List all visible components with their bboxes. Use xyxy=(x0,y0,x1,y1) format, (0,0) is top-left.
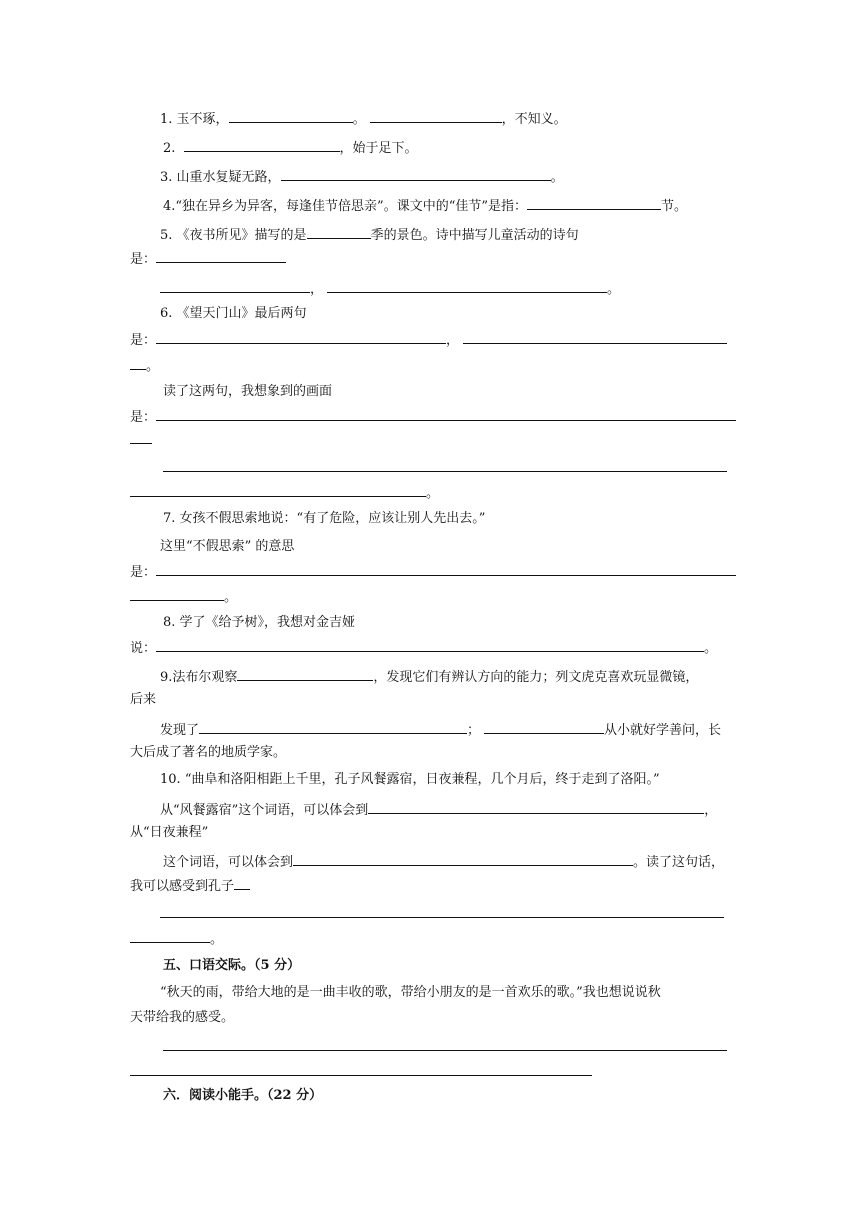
q5-text-b: 季的景色。诗中描写儿童活动的诗句 xyxy=(370,228,579,243)
section-5-prompt-line-1: “秋天的雨，带给大地的是一曲丰收的歌，带给小朋友的是一首欢乐的歌。”我也想说说秋 xyxy=(160,985,661,1000)
q1-number: 1. xyxy=(160,112,173,127)
q5-blank-poem-2[interactable] xyxy=(160,280,310,293)
q10-text-h: 。 xyxy=(210,932,224,947)
q10-text-a: “曲阜和洛阳相距上千里，孔子风餐露宿，日夜兼程，几个月后，终于走到了洛阳。” xyxy=(184,772,660,787)
q5-text-d: ， xyxy=(310,282,324,297)
question-4 xyxy=(163,197,687,213)
question-6-line-2 xyxy=(130,331,727,347)
question-9-line-1 xyxy=(160,668,698,684)
q9-text-a: 法布尔观察 xyxy=(172,670,238,685)
question-10-line-3 xyxy=(130,825,208,841)
q6-text-e: 读了这两句，我想象到的画面 xyxy=(163,384,333,399)
q10-blank-3[interactable] xyxy=(234,877,250,890)
q10-blank-1[interactable] xyxy=(368,801,704,814)
q9-number: 9. xyxy=(160,670,173,685)
question-9-line-2 xyxy=(130,692,156,708)
q9-text-e: ； xyxy=(467,723,481,738)
q6-blank-1[interactable] xyxy=(156,331,446,344)
q3-text-b: 。 xyxy=(550,170,564,185)
question-7-line-4 xyxy=(130,588,237,604)
question-6-line-3 xyxy=(130,357,159,373)
q1-text-c: ，不知义。 xyxy=(501,112,567,127)
q10-text-b: 从“风餐露宿”这个词语，可以体会到 xyxy=(160,803,369,818)
q2-blank-1[interactable] xyxy=(184,139,340,152)
q6-blank-scene-1[interactable] xyxy=(156,408,736,421)
q7-text-b: 这里“不假思索” 的意思 xyxy=(160,539,295,554)
q10-blank-5[interactable] xyxy=(130,930,210,943)
q6-blank-2-cont[interactable] xyxy=(130,357,146,370)
q9-text-b: ，发现它们有辨认方向的能力；列文虎克喜欢玩显微镜， xyxy=(373,670,699,685)
q5-blank-season[interactable] xyxy=(307,226,371,239)
q10-text-d: 从“日夜兼程” xyxy=(130,825,209,840)
section-5-answer-line-2[interactable] xyxy=(130,1075,592,1076)
question-5-line-1 xyxy=(160,226,579,242)
section-5-heading: 五、口语交际。（5 分） xyxy=(163,958,301,973)
q4-blank-1[interactable] xyxy=(527,197,661,210)
q5-text-e: 。 xyxy=(607,282,621,297)
q8-number: 8. xyxy=(163,615,176,630)
question-10-line-1 xyxy=(160,772,660,788)
question-10-line-4 xyxy=(163,853,724,869)
q6-text-b: 是： xyxy=(130,333,157,348)
q7-text-d: 。 xyxy=(224,590,238,605)
q8-blank-1[interactable] xyxy=(156,639,704,652)
q10-blank-2[interactable] xyxy=(293,853,633,866)
q3-text-a: 山重水复疑无路， xyxy=(176,170,281,185)
question-8-line-1 xyxy=(163,615,355,631)
section-6-heading: 六．阅读小能手。（22 分） xyxy=(163,1088,323,1103)
q10-text-f: 。读了这句话， xyxy=(633,855,725,870)
q2-text-a: ，始于足下。 xyxy=(339,141,418,156)
question-6-line-4 xyxy=(163,384,332,400)
q7-blank-1[interactable] xyxy=(156,563,736,576)
q6-blank-scene-4[interactable] xyxy=(130,484,426,497)
q9-text-c: 后来 xyxy=(130,692,157,707)
q1-text-b: 。 xyxy=(352,112,366,127)
question-10-line-6 xyxy=(130,930,223,946)
q4-text-a: “独在异乡为异客，每逢佳节倍思亲”。课文中的“佳节”是指： xyxy=(175,199,527,214)
section-5-answer-line-1[interactable] xyxy=(163,1050,727,1051)
question-2 xyxy=(163,139,418,155)
question-9-line-3 xyxy=(160,721,721,737)
q6-blank-2[interactable] xyxy=(463,331,727,344)
question-6-line-6 xyxy=(130,484,439,500)
q6-text-c: ， xyxy=(446,333,460,348)
q9-blank-2[interactable] xyxy=(199,721,467,734)
q5-blank-poem-3[interactable] xyxy=(327,280,607,293)
q9-text-g: 大后成了著名的地质学家。 xyxy=(130,745,287,760)
q7-text-a: 女孩不假思索地说：“有了危险，应该让别人先出去。” xyxy=(179,511,486,526)
q8-text-c: 。 xyxy=(704,641,718,656)
q3-number: 3. xyxy=(160,170,173,185)
question-6-line-1 xyxy=(160,306,307,322)
question-7-line-1 xyxy=(163,511,485,527)
section-5-prompt-line-2: 天带给我的感受。 xyxy=(130,1010,235,1025)
question-10-line-5 xyxy=(130,877,250,893)
question-5-line-2 xyxy=(130,250,286,266)
q1-blank-1[interactable] xyxy=(229,110,353,123)
q6-text-f: 是： xyxy=(130,410,157,425)
q9-blank-1[interactable] xyxy=(237,668,373,681)
q10-text-e: 这个词语，可以体会到 xyxy=(163,855,294,870)
q10-text-g: 我可以感受到孔子 xyxy=(130,879,235,894)
q8-text-a: 学了《给予树》，我想对金吉娅 xyxy=(179,615,356,630)
q7-blank-2[interactable] xyxy=(130,588,224,601)
q9-text-f: 从小就好学善问，长 xyxy=(604,723,722,738)
question-6-line-5 xyxy=(130,408,736,424)
question-1 xyxy=(160,110,567,126)
q2-number: 2. xyxy=(163,141,176,156)
q6-number: 6. xyxy=(160,306,173,321)
q3-blank-1[interactable] xyxy=(281,168,551,181)
q8-text-b: 说： xyxy=(130,641,157,656)
q4-number: 4. xyxy=(163,199,176,214)
q5-blank-poem-1[interactable] xyxy=(156,250,286,263)
q9-text-d: 发现了 xyxy=(160,723,200,738)
q4-text-b: 节。 xyxy=(661,199,688,214)
q10-blank-4[interactable] xyxy=(160,917,724,918)
q1-text-a: 玉不琢， xyxy=(176,112,229,127)
q5-text-a: 《夜书所见》描写的是 xyxy=(176,228,307,243)
question-5-line-3 xyxy=(160,280,620,296)
question-7-line-3 xyxy=(130,563,736,579)
q6-blank-scene-3[interactable] xyxy=(163,471,727,472)
q6-text-g: 。 xyxy=(426,486,440,501)
q7-number: 7. xyxy=(163,511,176,526)
q10-text-c: ， xyxy=(704,803,718,818)
q5-number: 5. xyxy=(160,228,173,243)
q6-blank-scene-2[interactable] xyxy=(130,443,152,444)
question-3 xyxy=(160,168,564,184)
question-9-line-4 xyxy=(130,745,286,761)
question-10-line-2 xyxy=(160,801,717,817)
q9-blank-3[interactable] xyxy=(484,721,604,734)
q10-number: 10. xyxy=(160,772,181,787)
q6-text-a: 《望天门山》最后两句 xyxy=(176,306,307,321)
q1-blank-2[interactable] xyxy=(370,110,502,123)
q7-text-c: 是： xyxy=(130,565,157,580)
q5-text-c: 是： xyxy=(130,252,157,267)
q6-text-d: 。 xyxy=(146,359,160,374)
question-8-line-2 xyxy=(130,639,717,655)
question-7-line-2 xyxy=(160,539,294,555)
